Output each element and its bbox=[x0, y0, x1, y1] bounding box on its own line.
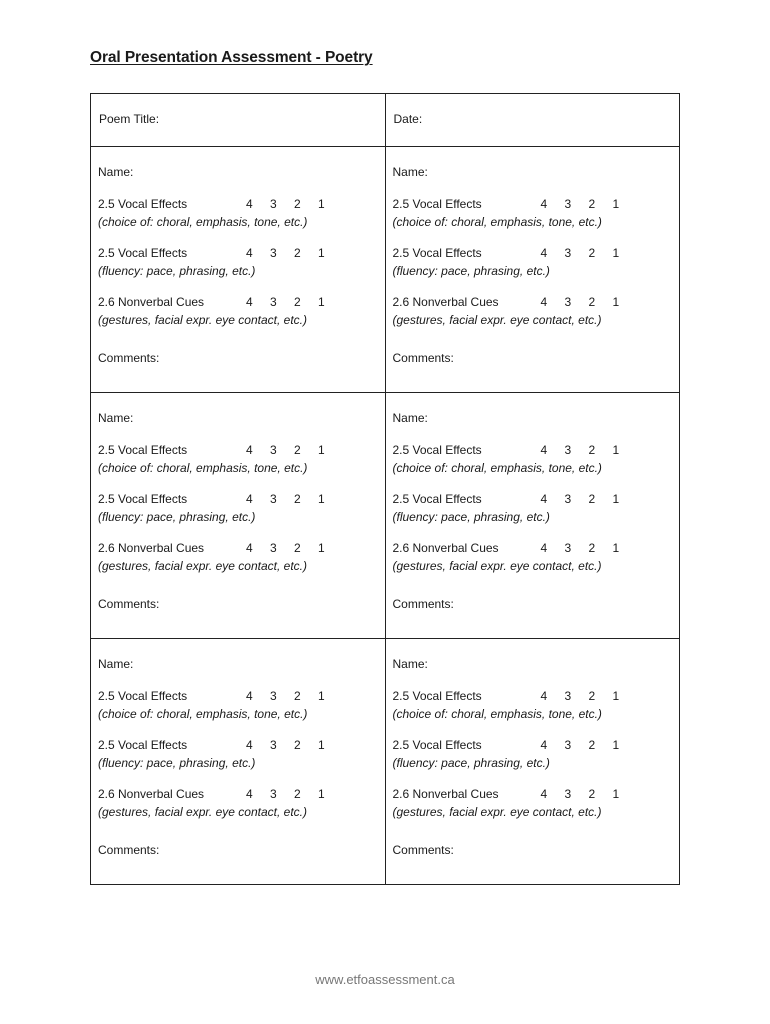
name-field[interactable]: Name: bbox=[98, 657, 134, 671]
criterion-note: (fluency: pace, phrasing, etc.) bbox=[98, 756, 256, 770]
criterion bbox=[393, 490, 672, 526]
score-1[interactable]: 1 bbox=[318, 443, 325, 457]
student-card bbox=[91, 147, 386, 393]
score-3[interactable]: 3 bbox=[564, 689, 572, 703]
score-1[interactable]: 1 bbox=[318, 295, 325, 309]
name-field[interactable]: Name: bbox=[392, 165, 428, 179]
score-1[interactable]: 1 bbox=[612, 246, 620, 260]
score-1[interactable]: 1 bbox=[612, 541, 620, 555]
score-4[interactable]: 4 bbox=[540, 197, 548, 211]
criterion-note: (gestures, facial expr. eye contact, etc.) bbox=[392, 313, 602, 327]
score-4[interactable]: 4 bbox=[540, 787, 548, 801]
criterion bbox=[393, 441, 672, 477]
score-4[interactable]: 4 bbox=[540, 246, 548, 260]
criterion-note: (gestures, facial expr. eye contact, etc.) bbox=[98, 559, 307, 573]
score-2[interactable]: 2 bbox=[294, 492, 301, 506]
student-card bbox=[91, 393, 386, 639]
score-1[interactable]: 1 bbox=[318, 492, 325, 506]
score-4[interactable]: 4 bbox=[246, 492, 253, 506]
criterion bbox=[98, 293, 377, 329]
criterion-note: (choice of: choral, emphasis, tone, etc.) bbox=[392, 215, 602, 229]
comments-field[interactable]: Comments: bbox=[98, 597, 160, 611]
score-2[interactable]: 2 bbox=[588, 541, 596, 555]
criterion-note: (choice of: choral, emphasis, tone, etc.) bbox=[392, 707, 602, 721]
criterion-note: (fluency: pace, phrasing, etc.) bbox=[392, 756, 550, 770]
criterion-label: 2.5 Vocal Effects bbox=[392, 689, 482, 703]
student-card bbox=[385, 639, 680, 885]
criterion-note: (gestures, facial expr. eye contact, etc.) bbox=[98, 313, 307, 327]
criterion-label: 2.6 Nonverbal Cues bbox=[98, 787, 205, 801]
score-1[interactable]: 1 bbox=[318, 246, 325, 260]
footer-url: www.etfoassessment.ca bbox=[315, 972, 455, 987]
score-3[interactable]: 3 bbox=[270, 197, 277, 211]
score-1[interactable]: 1 bbox=[612, 689, 620, 703]
score-3[interactable]: 3 bbox=[564, 246, 572, 260]
score-2[interactable]: 2 bbox=[294, 295, 301, 309]
comments-field[interactable]: Comments: bbox=[98, 351, 160, 365]
score-3[interactable]: 3 bbox=[564, 541, 572, 555]
score-2[interactable]: 2 bbox=[294, 197, 301, 211]
criterion-note: (gestures, facial expr. eye contact, etc.) bbox=[392, 805, 602, 819]
score-2[interactable]: 2 bbox=[588, 197, 596, 211]
score-1[interactable]: 1 bbox=[318, 787, 325, 801]
score-4[interactable]: 4 bbox=[540, 443, 548, 457]
score-4[interactable]: 4 bbox=[246, 689, 253, 703]
score-1[interactable]: 1 bbox=[612, 443, 620, 457]
criterion-label: 2.5 Vocal Effects bbox=[392, 246, 482, 260]
criterion bbox=[98, 244, 377, 280]
criterion bbox=[98, 785, 377, 821]
criterion bbox=[393, 293, 672, 329]
name-field[interactable]: Name: bbox=[98, 411, 134, 425]
poem-title-label: Poem Title: bbox=[99, 112, 160, 126]
score-1[interactable]: 1 bbox=[318, 689, 325, 703]
criterion-label: 2.6 Nonverbal Cues bbox=[392, 295, 499, 309]
score-3[interactable]: 3 bbox=[564, 197, 572, 211]
score-4[interactable]: 4 bbox=[540, 295, 548, 309]
score-3[interactable]: 3 bbox=[270, 787, 277, 801]
score-3[interactable]: 3 bbox=[564, 787, 572, 801]
criterion-label: 2.5 Vocal Effects bbox=[98, 197, 188, 211]
score-2[interactable]: 2 bbox=[588, 492, 596, 506]
criterion-note: (choice of: choral, emphasis, tone, etc.) bbox=[98, 707, 308, 721]
criterion bbox=[98, 490, 377, 526]
score-1[interactable]: 1 bbox=[612, 492, 620, 506]
score-3[interactable]: 3 bbox=[270, 295, 277, 309]
score-1[interactable]: 1 bbox=[318, 197, 325, 211]
score-3[interactable]: 3 bbox=[270, 738, 277, 752]
score-4[interactable]: 4 bbox=[246, 246, 253, 260]
score-2[interactable]: 2 bbox=[588, 246, 596, 260]
score-2[interactable]: 2 bbox=[588, 295, 596, 309]
score-4[interactable]: 4 bbox=[246, 541, 253, 555]
score-2[interactable]: 2 bbox=[294, 738, 301, 752]
name-field[interactable]: Name: bbox=[98, 165, 134, 179]
score-1[interactable]: 1 bbox=[612, 197, 620, 211]
score-1[interactable]: 1 bbox=[612, 787, 620, 801]
score-2[interactable]: 2 bbox=[294, 689, 301, 703]
criterion-note: (choice of: choral, emphasis, tone, etc.) bbox=[98, 461, 308, 475]
score-3[interactable]: 3 bbox=[270, 689, 277, 703]
comments-field[interactable]: Comments: bbox=[392, 597, 454, 611]
comments-field[interactable]: Comments: bbox=[98, 843, 160, 857]
criterion-label: 2.5 Vocal Effects bbox=[98, 738, 188, 752]
score-1[interactable]: 1 bbox=[318, 738, 325, 752]
score-3[interactable]: 3 bbox=[564, 443, 572, 457]
criterion bbox=[393, 195, 672, 231]
score-4[interactable]: 4 bbox=[540, 738, 548, 752]
score-4[interactable]: 4 bbox=[246, 197, 253, 211]
student-card bbox=[385, 147, 680, 393]
criterion-label: 2.5 Vocal Effects bbox=[98, 689, 188, 703]
score-4[interactable]: 4 bbox=[246, 787, 253, 801]
criterion-note: (fluency: pace, phrasing, etc.) bbox=[98, 510, 256, 524]
score-2[interactable]: 2 bbox=[588, 689, 596, 703]
criterion-label: 2.5 Vocal Effects bbox=[392, 738, 482, 752]
criterion-label: 2.6 Nonverbal Cues bbox=[98, 295, 205, 309]
date-cell[interactable] bbox=[385, 94, 680, 147]
score-3[interactable]: 3 bbox=[564, 492, 572, 506]
poem-title-cell[interactable] bbox=[91, 94, 386, 147]
score-1[interactable]: 1 bbox=[318, 541, 325, 555]
page-title: Oral Presentation Assessment - Poetry bbox=[90, 49, 373, 66]
student-card bbox=[385, 393, 680, 639]
criterion-label: 2.6 Nonverbal Cues bbox=[392, 541, 499, 555]
criterion bbox=[98, 441, 377, 477]
score-3[interactable]: 3 bbox=[270, 443, 277, 457]
name-field[interactable]: Name: bbox=[392, 657, 428, 671]
score-4[interactable]: 4 bbox=[246, 738, 253, 752]
criterion-note: (choice of: choral, emphasis, tone, etc.) bbox=[392, 461, 602, 475]
score-1[interactable]: 1 bbox=[612, 295, 620, 309]
score-4[interactable]: 4 bbox=[540, 541, 548, 555]
criterion-label: 2.5 Vocal Effects bbox=[392, 197, 482, 211]
score-2[interactable]: 2 bbox=[588, 787, 596, 801]
criterion bbox=[98, 736, 377, 772]
criterion-label: 2.5 Vocal Effects bbox=[392, 443, 482, 457]
score-3[interactable]: 3 bbox=[564, 295, 572, 309]
score-2[interactable]: 2 bbox=[294, 787, 301, 801]
score-4[interactable]: 4 bbox=[540, 492, 548, 506]
criterion bbox=[393, 785, 672, 821]
criterion-note: (choice of: choral, emphasis, tone, etc.) bbox=[98, 215, 308, 229]
score-1[interactable]: 1 bbox=[612, 738, 620, 752]
criterion bbox=[393, 244, 672, 280]
criterion-note: (gestures, facial expr. eye contact, etc.) bbox=[392, 559, 602, 573]
comments-field[interactable]: Comments: bbox=[392, 843, 454, 857]
score-2[interactable]: 2 bbox=[294, 541, 301, 555]
score-3[interactable]: 3 bbox=[270, 246, 277, 260]
criterion-note: (gestures, facial expr. eye contact, etc.) bbox=[98, 805, 307, 819]
criterion bbox=[98, 687, 377, 723]
criterion bbox=[393, 736, 672, 772]
criterion-label: 2.6 Nonverbal Cues bbox=[392, 787, 499, 801]
name-field[interactable]: Name: bbox=[392, 411, 428, 425]
score-4[interactable]: 4 bbox=[540, 689, 548, 703]
criterion-label: 2.5 Vocal Effects bbox=[98, 492, 188, 506]
criterion bbox=[393, 539, 672, 575]
criterion bbox=[393, 687, 672, 723]
criterion-label: 2.5 Vocal Effects bbox=[98, 443, 188, 457]
criterion-label: 2.5 Vocal Effects bbox=[98, 246, 188, 260]
score-3[interactable]: 3 bbox=[564, 738, 572, 752]
score-3[interactable]: 3 bbox=[270, 541, 277, 555]
criterion bbox=[98, 195, 377, 231]
comments-field[interactable]: Comments: bbox=[392, 351, 454, 365]
assessment-table bbox=[90, 93, 680, 885]
criterion-note: (fluency: pace, phrasing, etc.) bbox=[392, 264, 550, 278]
score-2[interactable]: 2 bbox=[294, 246, 301, 260]
score-2[interactable]: 2 bbox=[588, 738, 596, 752]
score-4[interactable]: 4 bbox=[246, 295, 253, 309]
student-card bbox=[91, 639, 386, 885]
criterion bbox=[98, 539, 377, 575]
score-3[interactable]: 3 bbox=[270, 492, 277, 506]
criterion-label: 2.6 Nonverbal Cues bbox=[98, 541, 205, 555]
score-2[interactable]: 2 bbox=[294, 443, 301, 457]
criterion-note: (fluency: pace, phrasing, etc.) bbox=[98, 264, 256, 278]
criterion-note: (fluency: pace, phrasing, etc.) bbox=[392, 510, 550, 524]
criterion-label: 2.5 Vocal Effects bbox=[392, 492, 482, 506]
score-4[interactable]: 4 bbox=[246, 443, 253, 457]
date-label: Date: bbox=[393, 112, 423, 126]
score-2[interactable]: 2 bbox=[588, 443, 596, 457]
